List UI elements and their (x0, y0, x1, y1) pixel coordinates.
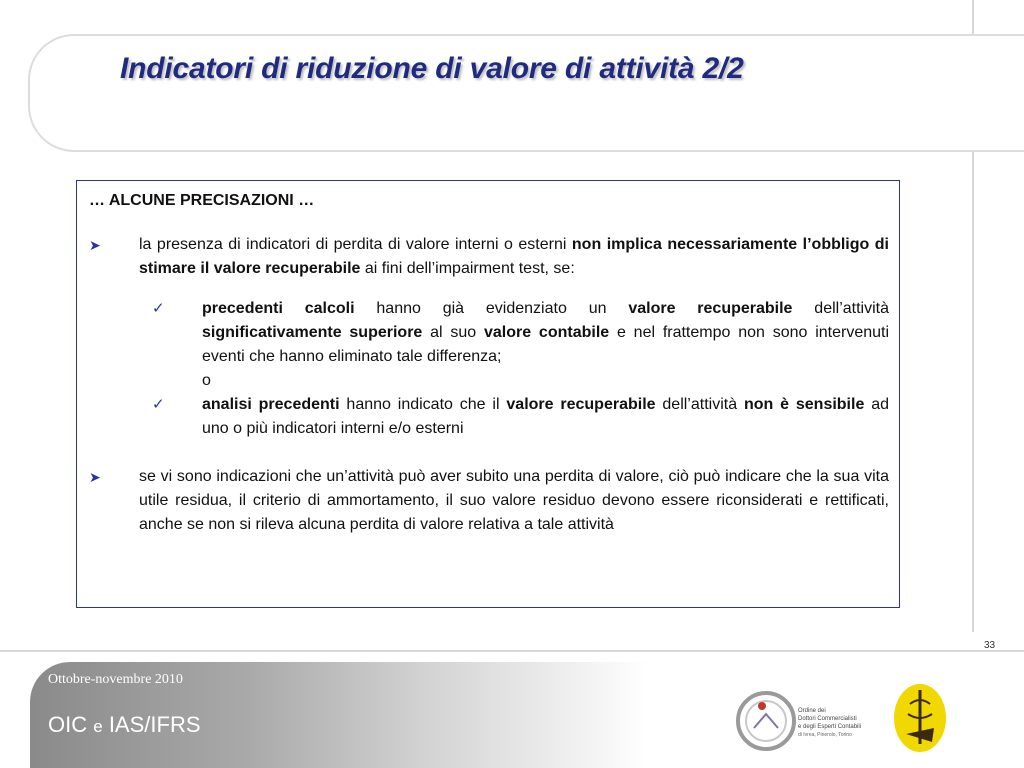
logo-text-line: Ordine dei (798, 708, 826, 714)
slide-frame-bottom (0, 650, 1024, 652)
sub-text: dell’attività (792, 300, 890, 317)
bullet-bold-text: non implica necessariamente l’obbligo di stimare il valore recuperabile (139, 236, 889, 277)
sub-text: ad uno o più indicatori interni e/o esterni (202, 396, 890, 437)
sub-text: dell’attività (655, 396, 744, 413)
sub-list (89, 297, 889, 441)
content-heading: … ALCUNE PRECISAZIONI … (89, 192, 315, 209)
checkmark-icon: ✓ (152, 300, 165, 317)
logo-text-line: Dottori Commercialisti (798, 716, 857, 722)
seal-logo (892, 682, 948, 754)
page-number: 33 (984, 640, 996, 651)
sub-bold-text: valore contabile (483, 324, 610, 341)
logo-text-line: di Ivrea, Pinerolo, Torino (798, 732, 852, 738)
sub-bold-text: significativamente superiore (202, 324, 423, 341)
footer-name-part: OIC (48, 712, 94, 737)
content-box (76, 180, 900, 608)
checkmark-icon: ✓ (152, 396, 165, 413)
footer-name-part: e (93, 717, 103, 736)
sub-text: e nel frattempo non sono intervenuti eventi che hanno eliminato tale differenza; (202, 324, 890, 365)
bullet-item (89, 233, 889, 281)
or-text: o (202, 372, 211, 389)
sub-text: hanno già evidenziato un (354, 300, 629, 317)
bullet-text: la presenza di indicatori di perdita di valore interni o esterni (139, 236, 572, 253)
bullet-text: ai fini dell’impairment test, se: (360, 260, 575, 277)
footer-course-name (48, 712, 201, 738)
bullet-text: se vi sono indicazioni che un’attività può aver subito una perdita di valore, ciò può indicare che la sua vita utile residua, il criterio di ammortamento, il suo valore residuo devono essere riconsiderati e rettificati, anche se non si rileva alcuna perdita di valore relativa a tale attività (139, 468, 889, 533)
sub-item (152, 297, 890, 369)
sub-text: al suo (422, 324, 484, 341)
sub-bold-text: non è sensibile (743, 396, 865, 413)
slide-title: Indicatori di riduzione di valore di attività 2/2 (120, 52, 744, 85)
logo-text-line: e degli Esperti Contabili (798, 724, 862, 730)
sub-bold-text: precedenti calcoli (202, 300, 355, 317)
footer-name-part: IAS/IFRS (102, 712, 201, 737)
odcec-logo (736, 684, 866, 758)
footer-date: Ottobre-novembre 2010 (48, 672, 183, 687)
sub-item (152, 393, 890, 441)
sub-bold-text: analisi precedenti (202, 396, 340, 413)
bullet-item (89, 465, 889, 537)
sub-bold-text: valore recuperabile (628, 300, 793, 317)
arrow-bullet-icon: ➤ (89, 237, 101, 253)
sub-bold-text: valore recuperabile (506, 396, 656, 413)
arrow-bullet-icon: ➤ (89, 469, 101, 485)
sub-text: hanno indicato che il (339, 396, 507, 413)
